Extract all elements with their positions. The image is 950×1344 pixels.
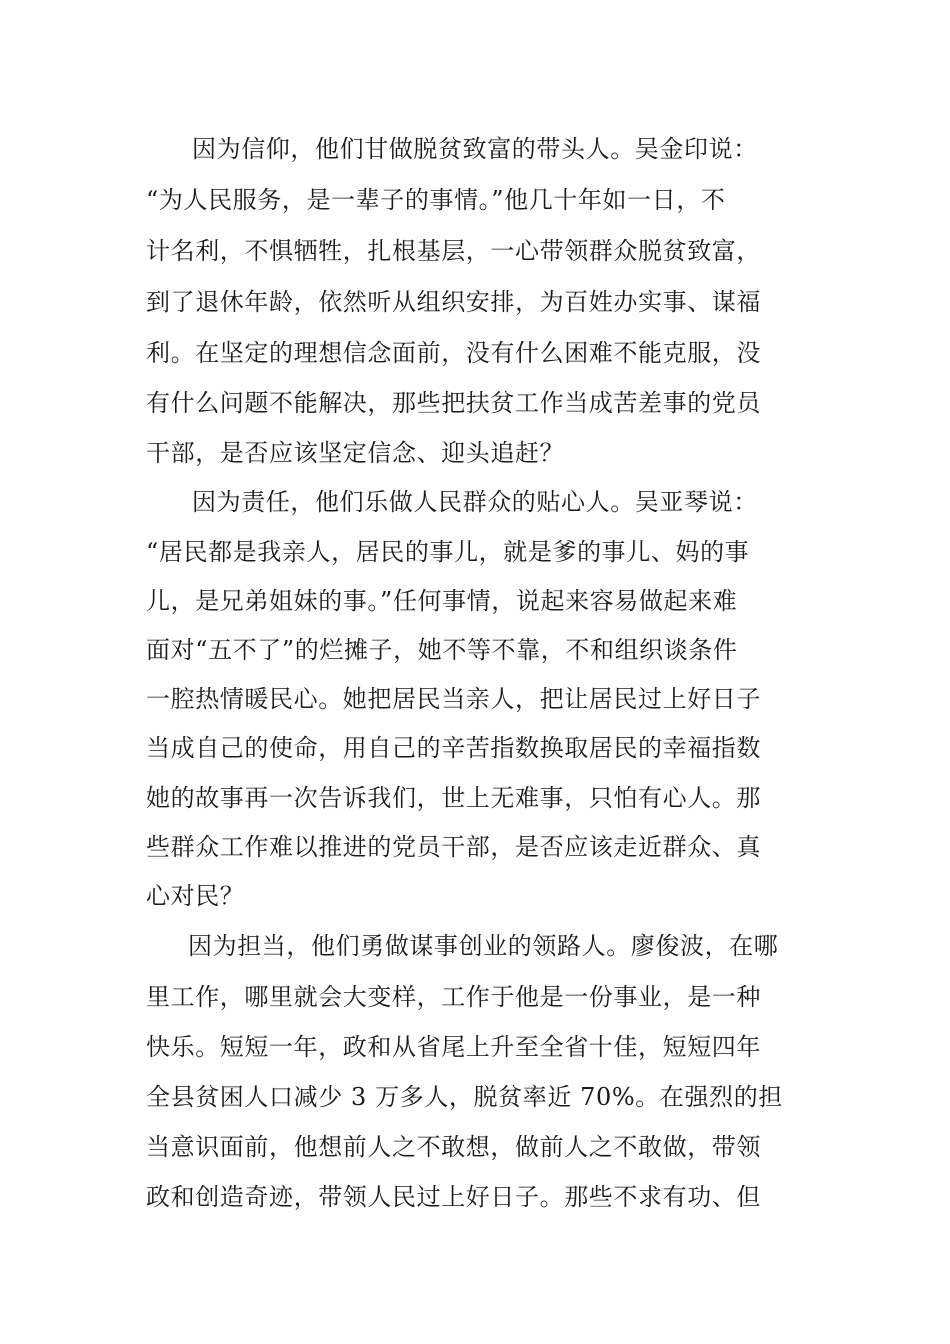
paragraph-2-line-4: 面对“五不了”的烂摊子，她不等不靠，不和组织谈条件: [146, 636, 738, 664]
paragraph-2-line-6: 当成自己的使命，用自己的辛苦指数换取居民的幸福指数: [146, 734, 761, 762]
paragraph-2-line-2: “居民都是我亲人，居民的事儿，就是爹的事儿、妈的事: [146, 538, 750, 566]
paragraph-3-line-1: 因为担当，他们勇做谋事创业的领路人。廖俊波，在哪: [188, 932, 779, 960]
paragraph-1-line-4: 到了退休年龄，依然听从组织安排，为百姓办实事、谋福: [146, 288, 761, 316]
paragraph-1-line-5: 利。在坚定的理想信念面前，没有什么困难不能克服，没: [146, 339, 761, 367]
paragraph-1-line-7: 干部，是否应该坚定信念、迎头追赶？: [146, 439, 565, 467]
paragraph-2-line-8: 些群众工作难以推进的党员干部，是否应该走近群众、真: [146, 833, 761, 861]
paragraph-1-line-3: 计名利，不惧牺牲，扎根基层，一心带领群众脱贫致富，: [146, 237, 761, 265]
paragraph-2-line-7: 她的故事再一次告诉我们，世上无难事，只怕有心人。那: [146, 784, 761, 812]
paragraph-2-line-9: 心对民？: [146, 882, 245, 910]
paragraph-2-line-3: 儿，是兄弟姐妹的事。”任何事情，说起来容易做起来难: [146, 587, 738, 615]
paragraph-2-line-5: 一腔热情暖民心。她把居民当亲人，把让居民过上好日子: [146, 685, 761, 713]
paragraph-3-line-2: 里工作，哪里就会大变样，工作于他是一份事业，是一种: [146, 983, 761, 1011]
paragraph-1-line-6: 有什么问题不能解决，那些把扶贫工作当成苦差事的党员: [146, 389, 761, 417]
paragraph-2-line-1: 因为责任，他们乐做人民群众的贴心人。吴亚琴说：: [192, 488, 758, 516]
paragraph-3-line-4: 全县贫困人口减少 3 万多人，脱贫率近 70%。在强烈的担: [146, 1083, 783, 1111]
paragraph-3-line-5: 当意识面前，他想前人之不敢想，做前人之不敢做，带领: [146, 1133, 761, 1161]
paragraph-3-line-3: 快乐。短短一年，政和从省尾上升至全省十佳，短短四年: [146, 1033, 761, 1061]
paragraph-1-line-1: 因为信仰，他们甘做脱贫致富的带头人。吴金印说：: [192, 135, 758, 163]
paragraph-1-line-2: “为人民服务，是一辈子的事情。”他几十年如一日，不: [146, 186, 726, 214]
paragraph-3-line-6: 政和创造奇迹，带领人民过上好日子。那些不求有功、但: [146, 1183, 761, 1211]
